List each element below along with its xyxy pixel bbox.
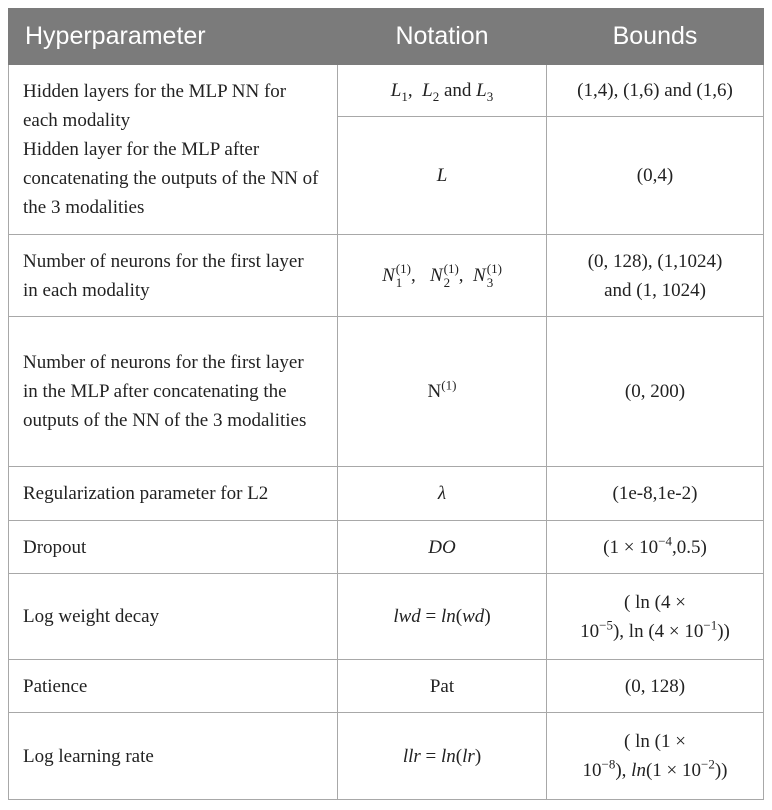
notation-n-mlp: $N^{(1)}$ xyxy=(427,377,457,402)
table-row xyxy=(9,521,764,574)
table-row xyxy=(9,235,764,317)
bounds-cell: (0,4) xyxy=(547,117,764,235)
notation-cell xyxy=(338,317,547,467)
notation-l1-l2-l3: $L_1$, $L_2$ and $L_3$ xyxy=(390,80,494,104)
param-cell: Regularization parameter for L2 xyxy=(9,467,338,521)
notation-cell xyxy=(338,117,547,235)
bounds-cell xyxy=(547,521,764,574)
notation-n-first-layer: N (1) 1 , N (1) 2 , N (1) 3 xyxy=(382,261,502,291)
notation-cell: Pat xyxy=(338,660,547,713)
header-bounds: Bounds xyxy=(547,9,764,65)
bounds-line-2: and (1, 1024) xyxy=(604,279,706,301)
bounds-dropout: $(1 \times 10^{-4},0.5)$ xyxy=(603,533,707,558)
table-row xyxy=(9,660,764,713)
notation-llr: llr = ln(lr) xyxy=(402,745,482,767)
notation-cell xyxy=(338,713,547,800)
notation-l: L xyxy=(436,165,448,186)
notation-lambda: λ xyxy=(437,483,447,504)
table-row xyxy=(9,574,764,660)
bounds-cell xyxy=(547,574,764,660)
bounds-log-learning-rate: ( ln (1 × $10^{-8}$), $\ln(1 \times 10^{-2})$) xyxy=(582,731,728,781)
header-hyperparameter: Hyperparameter xyxy=(9,9,338,65)
bounds-cell xyxy=(547,713,764,800)
notation-do: DO xyxy=(428,536,456,558)
table-row xyxy=(9,65,764,117)
bounds-cell: (0, 128) xyxy=(547,660,764,713)
param-cell: Number of neurons for the first layer in the MLP after concatenating the outputs of the NN of the 3 modalities xyxy=(9,317,338,467)
hyperparameter-table xyxy=(8,8,764,800)
header-row xyxy=(9,9,764,65)
param-cell: Dropout xyxy=(9,521,338,574)
param-cell: Log learning rate xyxy=(9,713,338,800)
param-cell: Number of neurons for the first layer in each modality xyxy=(9,235,338,317)
bounds-line-1: (0, 128), (1,1024) xyxy=(587,250,723,272)
bounds-cell: (0, 200) xyxy=(547,317,764,467)
param-cell xyxy=(9,65,338,235)
notation-lwd: lwd = ln(wd) xyxy=(393,606,491,627)
notation-cell xyxy=(338,521,547,574)
table-row xyxy=(9,317,764,467)
bounds-cell: (1e-8,1e-2) xyxy=(547,467,764,521)
notation-cell xyxy=(338,467,547,521)
table-row xyxy=(9,467,764,521)
notation-cell xyxy=(338,65,547,117)
bounds-log-weight-decay: ( ln (4 × $10^{-5}$), $\ln (4 \times 10^{-1})$) xyxy=(580,591,730,642)
param-cell: Log weight decay xyxy=(9,574,338,660)
notation-cell xyxy=(338,235,547,317)
param-hidden-layers: Hidden layers for the MLP NN for each modality xyxy=(23,81,287,131)
bounds-cell: (1,4), (1,6) and (1,6) xyxy=(547,65,764,117)
param-cell: Patience xyxy=(9,660,338,713)
table-row xyxy=(9,713,764,800)
notation-cell xyxy=(338,574,547,660)
header-notation: Notation xyxy=(338,9,547,65)
param-hidden-layer-concat: Hidden layer for the MLP after concatenating the outputs of the NN of the 3 modalities xyxy=(23,139,319,218)
bounds-cell xyxy=(547,235,764,317)
